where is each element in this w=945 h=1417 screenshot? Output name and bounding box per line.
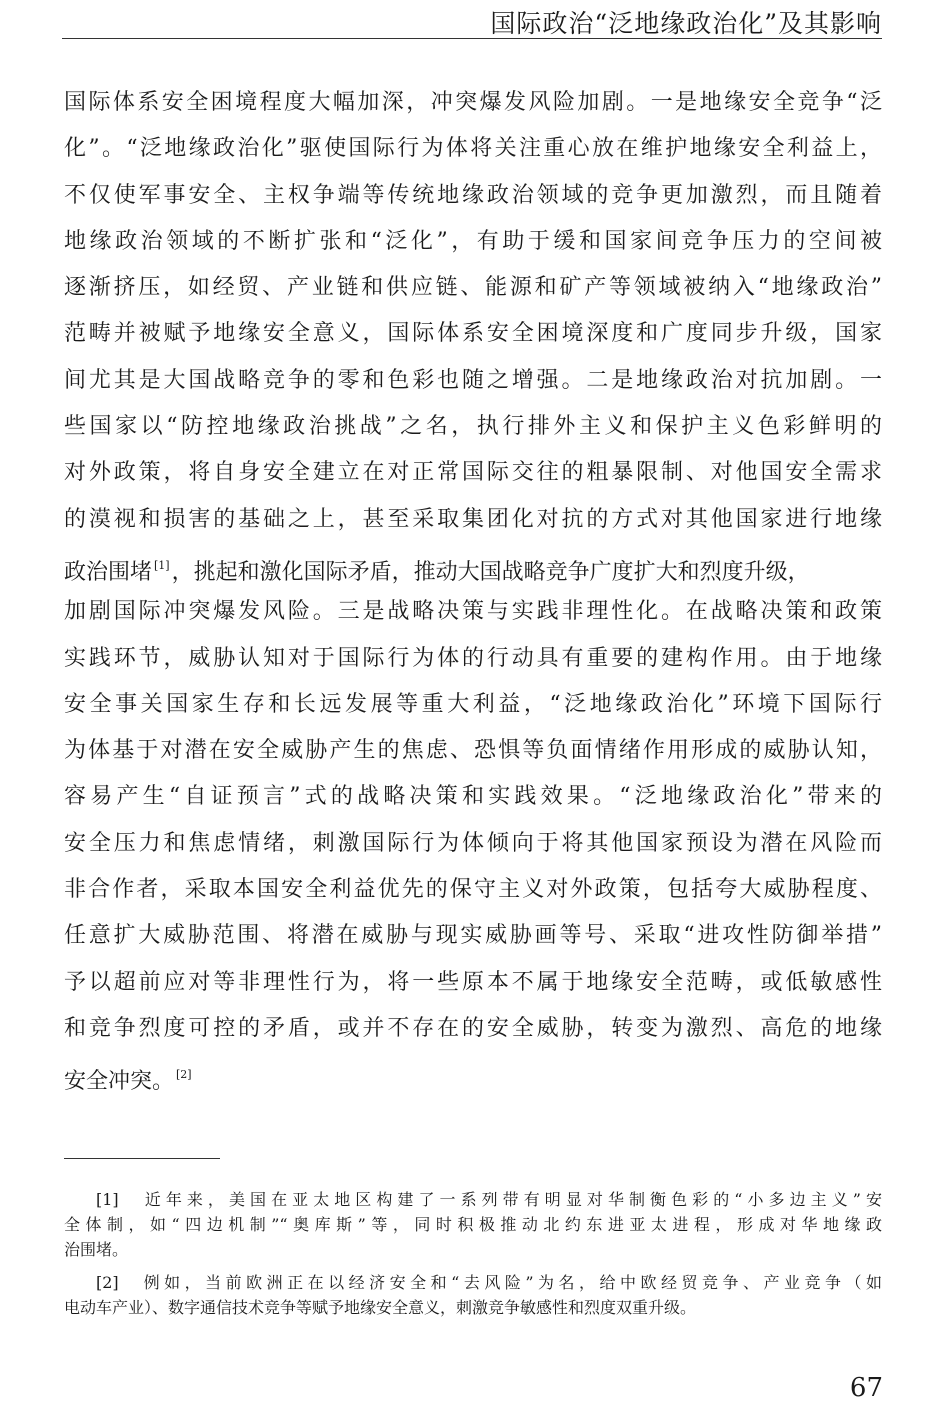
body-line: 范畴并被赋予地缘安全意义，国际体系安全困境深度和广度同步升级，国家 [64,321,882,347]
body-line: 实践环节，威胁认知对于国际行为体的行动具有重要的建构作用。由于地缘 [64,645,882,671]
body-line: 逐渐挤压，如经贸、产业链和供应链、能源和矿产等领域被纳入“地缘政治” [64,275,882,301]
body-line: 加剧国际冲突爆发风险。三是战略决策与实践非理性化。在战略决策和政策 [64,599,882,625]
running-header [62,0,882,39]
footnote-line: 电动车产业）、数字通信技术竞争等赋予地缘安全意义，刺激竞争敏感性和烈度双重升级。 [64,1298,697,1317]
body-line: 间尤其是大国战略竞争的零和色彩也随之增强。二是地缘政治对抗加剧。一 [64,367,882,393]
footnote-1 [64,1187,882,1262]
body-line: 容易产生“自证预言”式的战略决策和实践效果。“泛地缘政治化”带来的 [64,784,882,810]
body-text-segment: 政治围堵 [64,559,153,585]
footnote-line: 治围堵。 [64,1240,129,1259]
body-text-segment: ，挑起和激化国际矛盾，推动大国战略竞争广度扩大和烈度升级， [171,559,810,585]
footnote-line: [2] 例如，当前欧洲正在以经济安全和“去风险”为名，给中欧经贸竞争、产业竞争（如 [96,1273,882,1292]
body-line: 地缘政治领域的不断扩张和“泛化”，有助于缓和国家间竞争压力的空间被 [64,228,882,254]
footnote-line: 全体制，如“四边机制”“奥库斯”等，同时积极推动北约东进亚太进程，形成对华地缘政 [64,1215,882,1234]
body-line: 国际体系安全困境程度大幅加深，冲突爆发风险加剧。一是地缘安全竞争“泛 [64,90,882,115]
body-line: 化”。“泛地缘政治化”驱使国际行为体将关注重心放在维护地缘安全利益上， [64,136,882,162]
body-text [64,80,882,1099]
footnote-line: [1] 近年来，美国在亚太地区构建了一系列带有明显对华制衡色彩的“小多边主义”安 [96,1190,882,1209]
body-line: 对外政策，将自身安全建立在对正常国际交往的粗暴限制、对他国安全需求 [64,460,882,486]
body-line: 不仅使军事安全、主权争端等传统地缘政治领域的竞争更加激烈，而且随着 [64,182,882,208]
body-line: 予以超前应对等非理性行为，将一些原本不属于地缘安全范畴，或低敏感性 [64,969,882,995]
body-last-line [64,1052,882,1098]
footnotes [64,1187,882,1320]
body-line-with-ref [64,543,882,589]
body-line: 安全压力和焦虑情绪，刺激国际行为体倾向于将其他国家预设为潜在风险而 [64,830,882,856]
body-text-segment: 安全冲突。 [64,1069,175,1095]
body-line: 些国家以“防控地缘政治挑战”之名，执行排外主义和保护主义色彩鲜明的 [64,414,882,440]
header-title: 国际政治“泛地缘政治化”及其影响 [490,9,882,38]
page-number: 67 [849,1373,883,1403]
body-line: 为体基于对潜在安全威胁产生的焦虑、恐惧等负面情绪作用形成的威胁认知， [64,738,882,764]
body-line: 任意扩大威胁范围、将潜在威胁与现实威胁画等号、采取“进攻性防御举措” [64,923,882,949]
body-line: 和竞争烈度可控的矛盾，或并不存在的安全威胁，转变为激烈、高危的地缘 [64,1015,882,1041]
body-line: 非合作者，采取本国安全利益优先的保守主义对外政策，包括夸大威胁程度、 [64,877,882,903]
footnote-divider [64,1158,220,1159]
footnote-2 [64,1270,882,1320]
footnote-ref-1[interactable]: [1] [154,558,170,572]
footnote-ref-2[interactable]: [2] [176,1068,192,1082]
body-line: 的漠视和损害的基础之上，甚至采取集团化对抗的方式对其他国家进行地缘 [64,506,882,532]
body-line: 安全事关国家生存和长远发展等重大利益，“泛地缘政治化”环境下国际行 [64,691,882,717]
